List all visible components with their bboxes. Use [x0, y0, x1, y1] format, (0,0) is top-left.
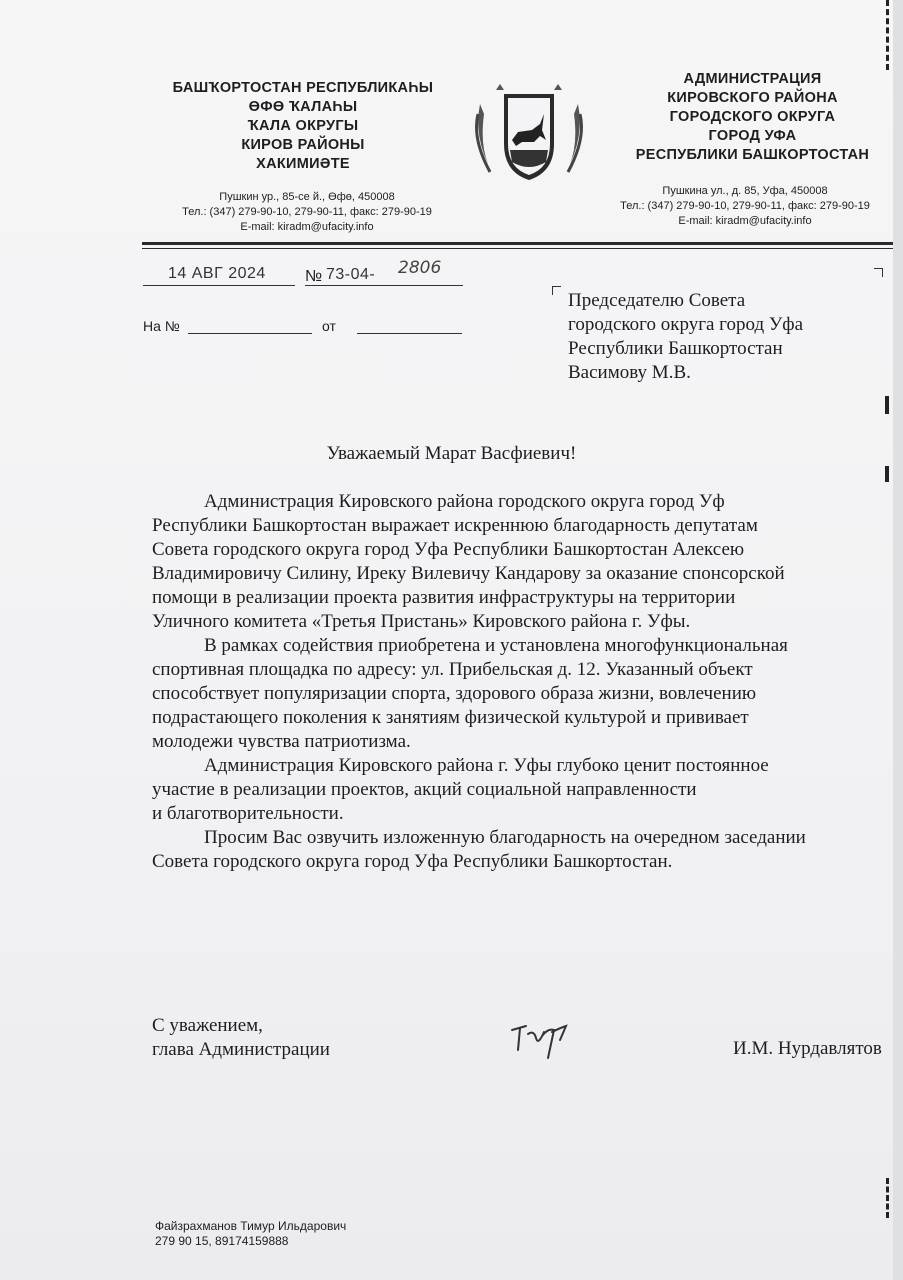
closing-phrase: С уважением,: [152, 1015, 263, 1036]
number-underline: [305, 285, 463, 286]
body-line: Совета городского округа город Уфа Республики Башкортостан Алексею: [152, 539, 745, 560]
header-divider-thin: [142, 248, 902, 249]
ufa-coat-of-arms-icon: [470, 84, 588, 184]
executor-name: Файзрахманов Тимур Ильдарович: [155, 1219, 347, 1233]
header-divider: [142, 242, 902, 245]
header-right-line: КИРОВСКОГО РАЙОНА: [667, 90, 838, 106]
body-line: спортивная площадка по адресу: ул. Прибельская д. 12. Указанный объект: [152, 659, 753, 680]
header-left-line: ҠАЛА ОКРУГЫ: [247, 118, 359, 134]
body-line: Республики Башкортостан выражает искреннюю благодарность депутатам: [152, 515, 758, 536]
reference-number-label: На №: [143, 318, 180, 334]
body-line: Совета городского округа город Уфа Республики Башкортостан.: [152, 851, 673, 872]
body-line: Администрация Кировского района городского округа город Уф: [204, 491, 725, 512]
addressee-corner-mark: [874, 268, 883, 277]
perforation-marks: [886, 0, 889, 70]
header-right-line: ГОРОДСКОГО ОКРУГА: [669, 109, 836, 125]
header-bashkir-title: [138, 79, 468, 174]
body-line: В рамках содействия приобретена и установлена многофункциональная: [204, 635, 788, 656]
body-line: помощи в реализации проекта развития инфраструктуры на территории: [152, 587, 736, 608]
letter-body: [152, 490, 903, 874]
body-line: Уличного комитета «Третья Пристань» Кировского района г. Уфы.: [152, 611, 691, 632]
date-underline: [143, 285, 295, 286]
header-russian-title: [600, 70, 903, 165]
executor-footer: [155, 1219, 346, 1249]
body-line: способствует популяризации спорта, здорового образа жизни, вовлечению: [152, 683, 757, 704]
signatory-name: И.М. Нурдавлятов: [733, 1038, 882, 1059]
registration-number-prefix: №: [305, 268, 323, 285]
reference-date-line: [357, 333, 462, 334]
addressee-block: [568, 289, 803, 385]
registration-number-handwritten: 2806: [398, 258, 442, 278]
salutation: Уважаемый Марат Васфиевич!: [326, 443, 577, 464]
contact-phone: Тел.: (347) 279-90-10, 279-90-11, факс: 279-90-19: [182, 206, 432, 218]
addressee-corner-mark: [552, 286, 561, 295]
reference-number-line: [188, 333, 312, 334]
contact-email: E-mail: kiradm@ufacity.info: [678, 215, 812, 227]
registration-number: 73-04-: [326, 266, 376, 283]
signatory-position: глава Администрации: [152, 1039, 330, 1060]
paper-edge: [893, 0, 903, 1280]
body-line: подрастающего поколения к занятиям физической культурой и прививает: [152, 707, 749, 728]
contact-email: E-mail: kiradm@ufacity.info: [240, 221, 374, 233]
perforation-mark: [885, 396, 889, 414]
body-line: молодежи чувства патриотизма.: [152, 731, 411, 752]
body-line: Просим Вас озвучить изложенную благодарность на очередном заседании: [204, 827, 806, 848]
handwritten-signature: [508, 1020, 572, 1062]
addressee-line: Председателю Совета: [568, 290, 746, 311]
header-right-contact: [590, 184, 900, 229]
body-line: Владимировичу Силину, Иреку Вилевичу Кандарову за оказание спонсорской: [152, 563, 785, 584]
addressee-line: городского округа город Уфа: [568, 314, 804, 335]
addressee-line: Васимову М.В.: [568, 362, 691, 383]
registration-date-stamp: 14 АВГ 2024: [168, 265, 266, 282]
contact-phone: Тел.: (347) 279-90-10, 279-90-11, факс: 279-90-19: [620, 200, 870, 212]
header-left-contact: [142, 190, 472, 235]
body-line: Администрация Кировского района г. Уфы глубоко ценит постоянное: [204, 755, 769, 776]
header-left-line: ӨФӨ ҠАЛАҺЫ: [248, 99, 358, 115]
perforation-mark: [885, 466, 889, 482]
addressee-line: Республики Башкортостан: [568, 338, 783, 359]
reference-date-label: от: [322, 318, 336, 334]
contact-address: Пушкина ул., д. 85, Уфа, 450008: [662, 185, 828, 197]
body-line: участие в реализации проектов, акций социальной направленности: [152, 779, 697, 800]
header-left-line: БАШҠОРТОСТАН РЕСПУБЛИКАҺЫ: [172, 80, 434, 96]
header-left-line: ХАКИМИӘТЕ: [256, 156, 350, 172]
header-left-line: КИРОВ РАЙОНЫ: [241, 137, 365, 153]
contact-address: Пушкин ур., 85-се й., Өфө, 450008: [219, 191, 395, 203]
header-right-line: ГОРОД УФА: [708, 128, 797, 144]
closing-block: [152, 1014, 330, 1062]
executor-phones: 279 90 15, 89174159888: [155, 1234, 289, 1248]
perforation-marks: [886, 1178, 889, 1218]
header-right-line: АДМИНИСТРАЦИЯ: [683, 71, 822, 87]
header-right-line: РЕСПУБЛИКИ БАШКОРТОСТАН: [635, 147, 870, 163]
body-line: и благотворительности.: [152, 803, 344, 824]
